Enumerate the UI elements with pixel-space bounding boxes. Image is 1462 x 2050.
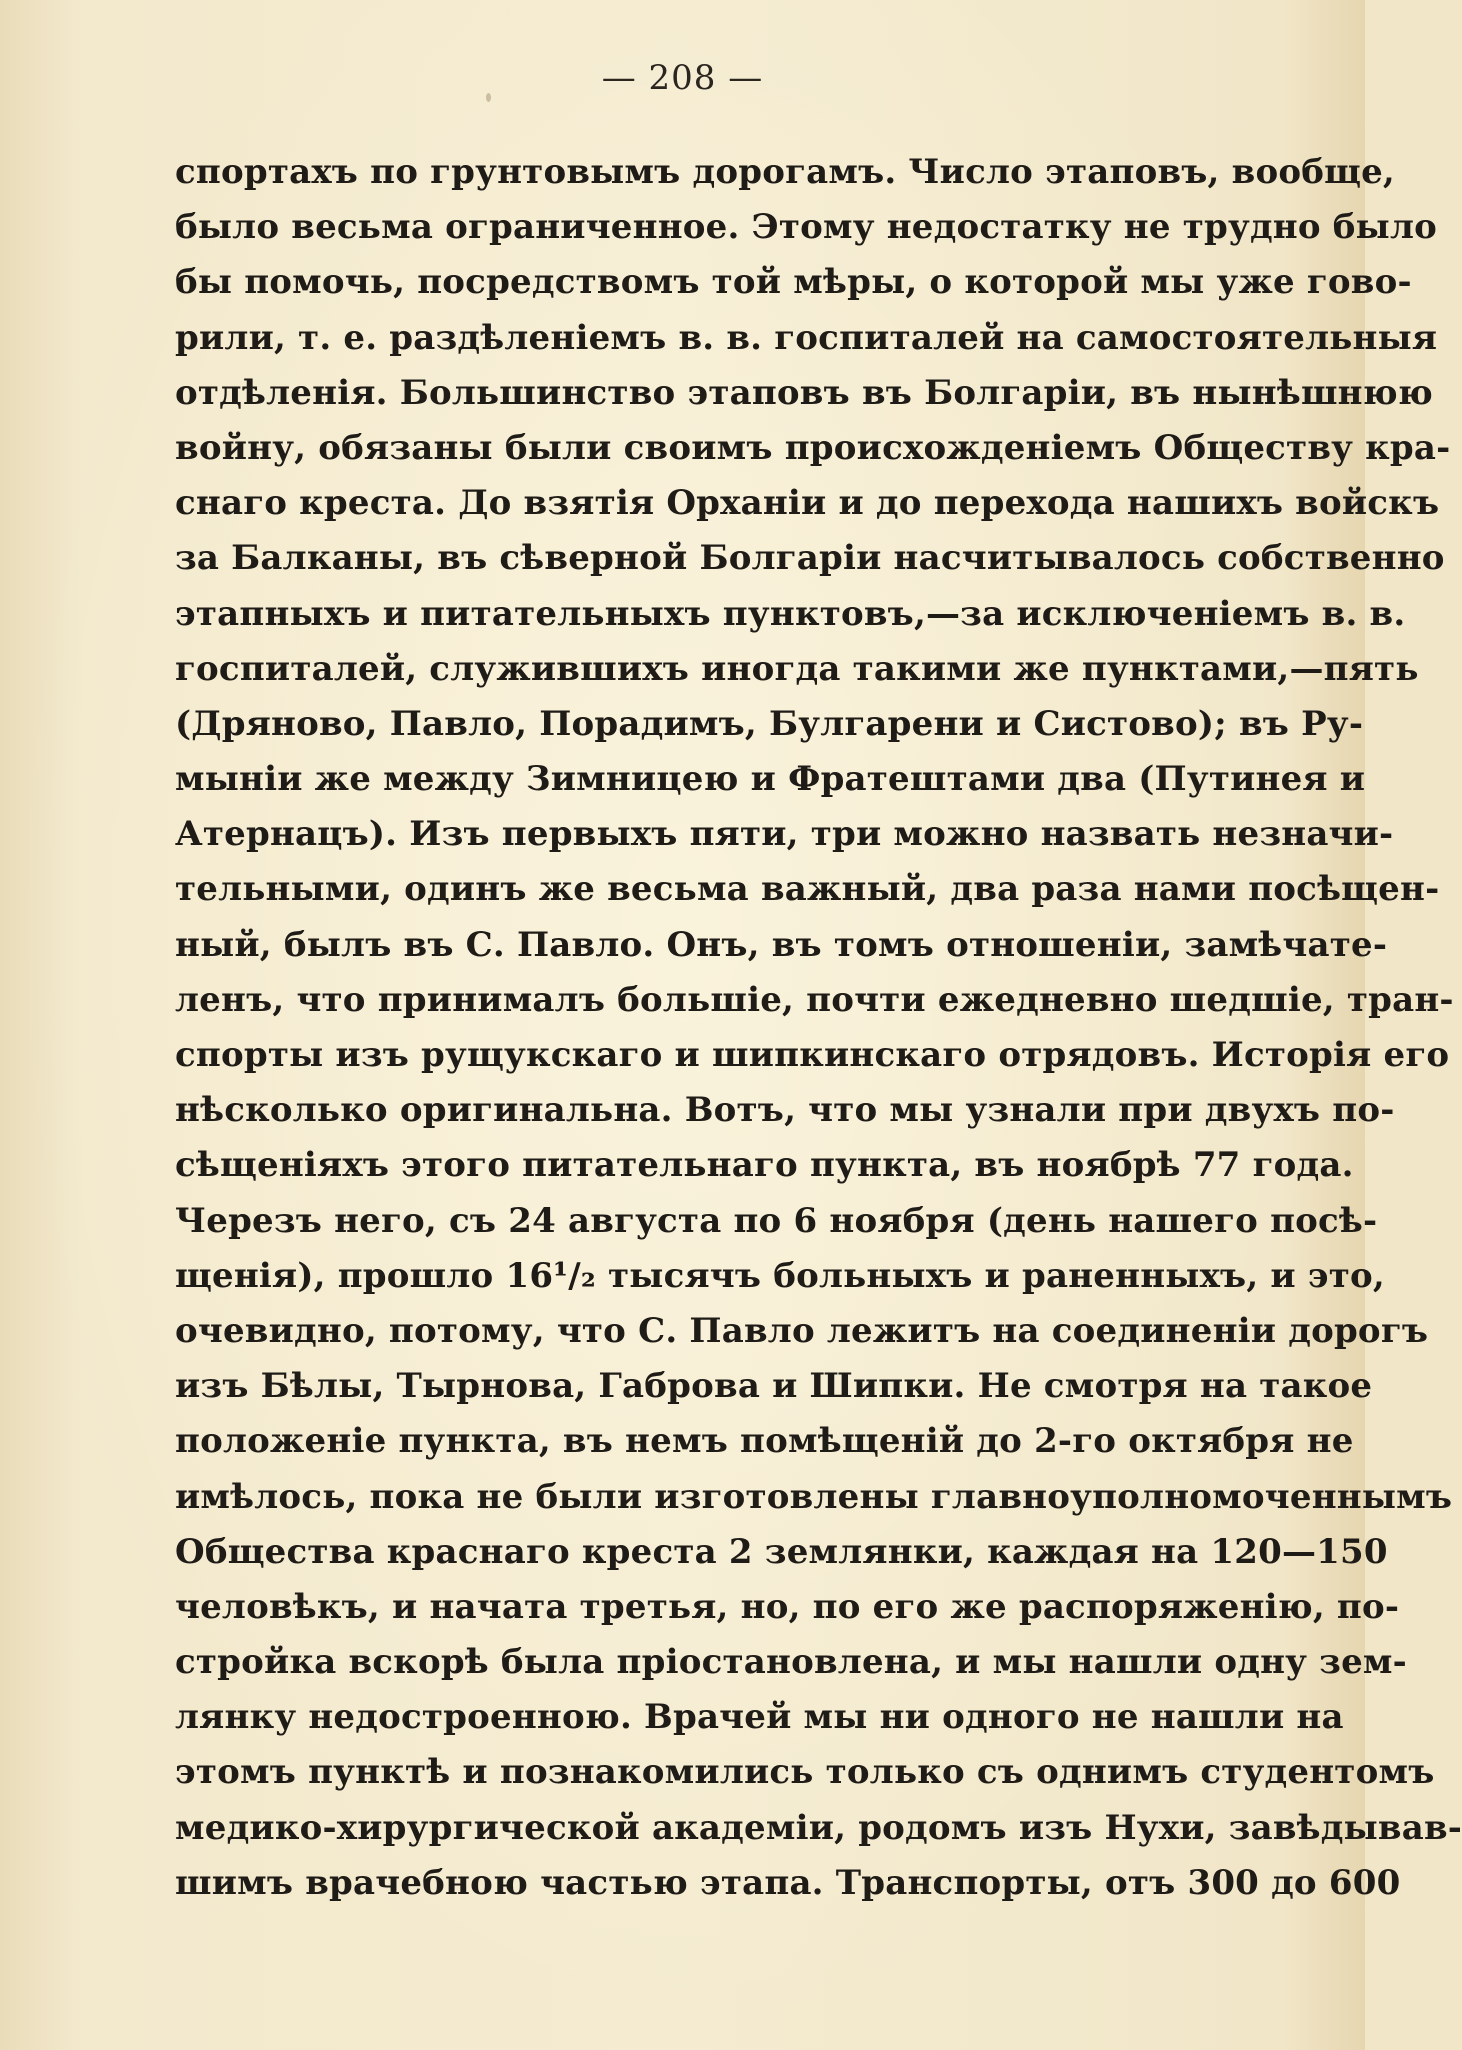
text-line: за Балканы, въ сѣверной Болгаріи насчитывалось собственно [175,538,1445,579]
text-line: Черезъ него, съ 24 августа по 6 ноября (день нашего посѣ- [175,1200,1378,1241]
text-line: щенія), прошло 16¹/₂ тысячъ больныхъ и раненныхъ, и это, [175,1255,1385,1296]
text-line: имѣлось, пока не были изготовлены главноуполномоченнымъ [175,1476,1453,1517]
text-line: положеніе пункта, въ немъ помѣщеній до 2-го октября не [175,1421,1354,1462]
page-number: — 208 — [601,58,764,98]
text-line: (Дряново, Павло, Порадимъ, Булгарени и Систово); въ Ру- [175,703,1364,744]
text-line: ленъ, что принималъ большіе, почти ежедневно шедшіе, тран- [175,979,1454,1020]
text-line: медико-хирургической академіи, родомъ изъ Нухи, завѣдывав- [175,1807,1462,1848]
text-line: мыніи же между Зимницею и Фратештами два (Путинея и [175,759,1366,800]
text-line: шимъ врачебною частью этапа. Транспорты, отъ 300 до 600 [175,1862,1401,1903]
text-line: этомъ пунктѣ и познакомились только съ однимъ студентомъ [175,1752,1435,1793]
text-line: войну, обязаны были своимъ происхожденіемъ Обществу кра- [175,427,1451,468]
text-line: этапныхъ и питательныхъ пунктовъ,—за исключеніемъ в. в. [175,593,1406,634]
text-line: нѣсколько оригинальна. Вотъ, что мы узнали при двухъ по- [175,1090,1395,1131]
text-line: бы помочь, посредствомъ той мѣры, о которой мы уже гово- [175,262,1412,303]
text-line: госпиталей, служившихъ иногда такими же пунктами,—пять [175,648,1419,689]
text-line: ный, былъ въ С. Павло. Онъ, въ томъ отношеніи, замѣчате- [175,924,1388,965]
text-line: снаго креста. До взятія Орханіи и до перехода нашихъ войскъ [175,483,1440,524]
text-line: было весьма ограниченное. Этому недостатку не трудно было [175,207,1438,248]
text-line: спортахъ по грунтовымъ дорогамъ. Число этаповъ, вообще, [175,152,1395,192]
text-line: отдѣленія. Большинство этаповъ въ Болгаріи, въ нынѣшнюю [175,372,1433,413]
text-line: изъ Бѣлы, Тырнова, Габрова и Шипки. Не смотря на такое [175,1366,1373,1407]
text-line: очевидно, потому, что С. Павло лежитъ на соединеніи дорогъ [175,1310,1429,1351]
text-line: человѣкъ, и начата третья, но, по его же распоряженію, по- [175,1586,1400,1627]
text-line: тельными, одинъ же весьма важный, два раза нами посѣщен- [175,869,1440,910]
text-line: рили, т. е. раздѣленіемъ в. в. госпиталей на самостоятельныя [175,317,1438,358]
body-text [175,145,1462,1911]
text-line: сѣщеніяхъ этого питательнаго пункта, въ ноябрѣ 77 года. [175,1145,1354,1186]
paper-spot [486,93,491,102]
text-line: Общества краснаго креста 2 землянки, каждая на 120—150 [175,1531,1388,1572]
text-line: лянку недостроенною. Врачей мы ни одного не нашли на [175,1697,1344,1738]
text-line: стройка вскорѣ была пріостановлена, и мы нашли одну зем- [175,1642,1407,1683]
text-line: Атернацъ). Изъ первыхъ пяти, три можно назвать незначи- [175,814,1394,855]
text-line: спорты изъ рущукскаго и шипкинскаго отрядовъ. Исторія его [175,1035,1450,1075]
